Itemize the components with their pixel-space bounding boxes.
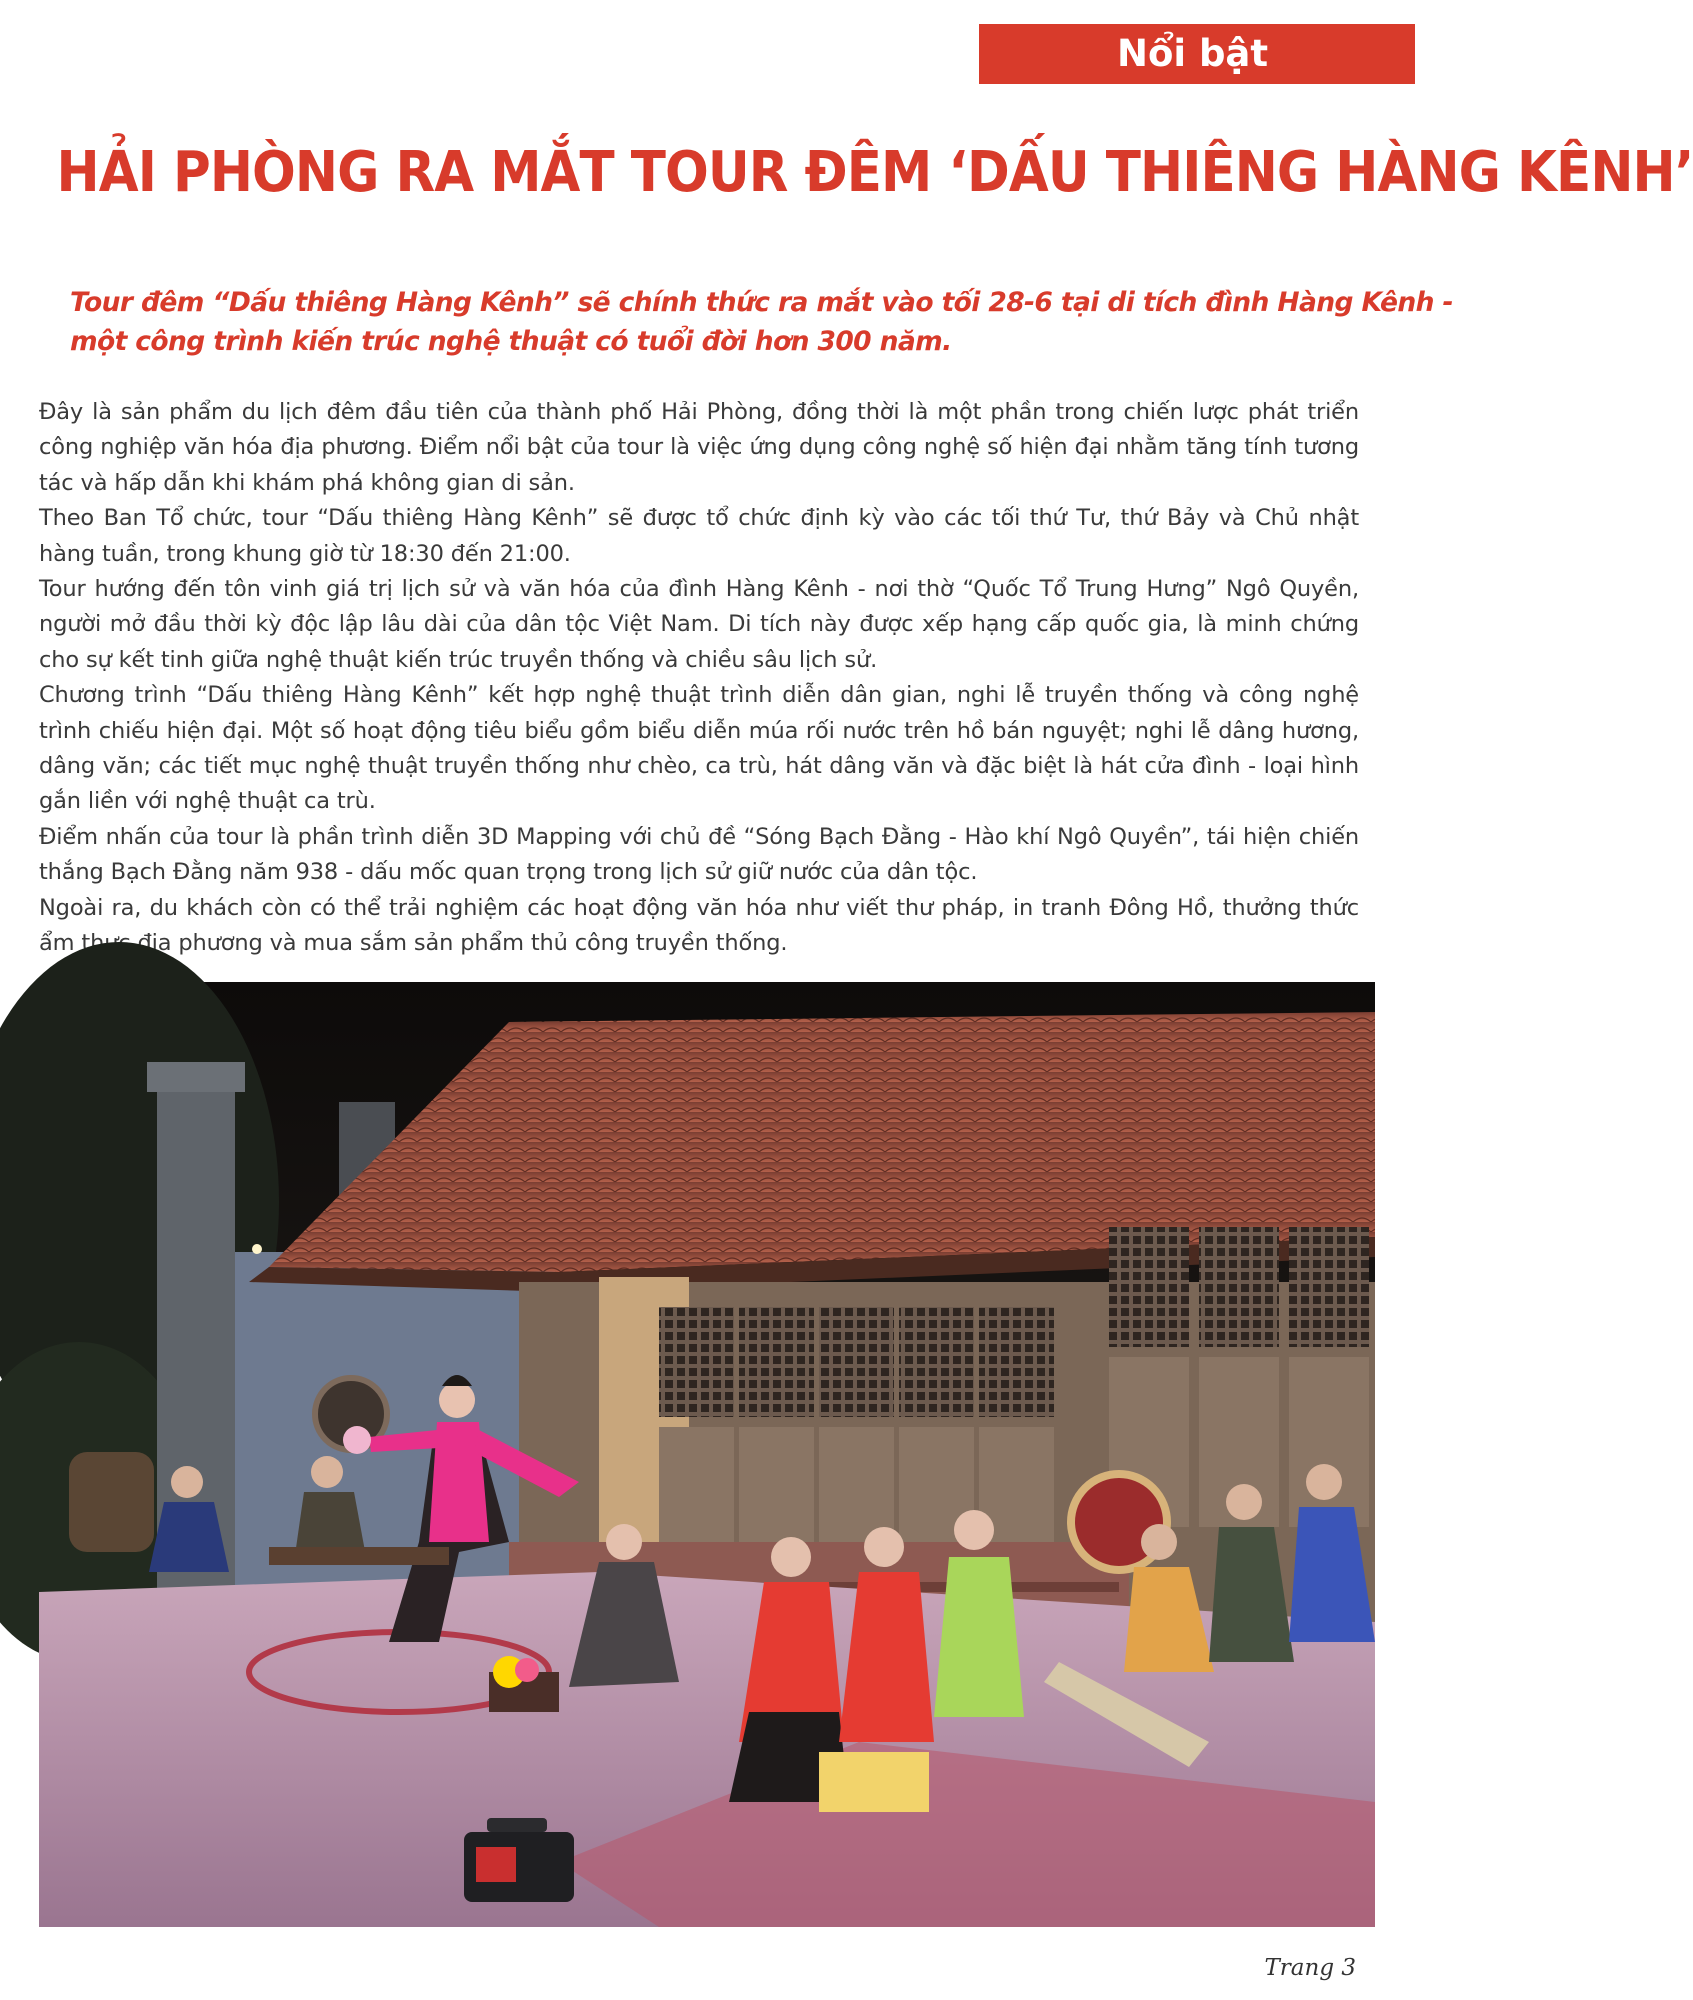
body-paragraph-2: Theo Ban Tổ chức, tour “Dấu thiêng Hàng Kênh” sẽ được tổ chức định kỳ vào các tối thứ Tư, thứ Bảy và Chủ nhật hàng tuần, trong khung giờ từ 18:30 đến 21:00. (39, 505, 1359, 567)
lead-line-2: một công trình kiến trúc nghệ thuật có tuổi đời hơn 300 năm. (70, 326, 952, 357)
article-headline: HẢI PHÒNG RA MẮT TOUR ĐÊM ‘DẤU THIÊNG HÀNG KÊNH’ (56, 140, 1693, 205)
page-number: Trang 3 (1264, 1955, 1356, 1981)
article-lead (70, 283, 1453, 361)
body-paragraph-3: Tour hướng đến tôn vinh giá trị lịch sử và văn hóa của đình Hàng Kênh - nơi thờ “Quốc Tổ Trung Hưng” Ngô Quyền, người mở đầu thời kỳ độc lập lâu dài của dân tộc Việt Nam. Di tích này được xếp hạng cấp quốc gia, là minh chứng cho sự kết tinh giữa nghệ thuật kiến trúc truyền thống và chiều sâu lịch sử. (39, 576, 1359, 673)
body-paragraph-5: Điểm nhấn của tour là phần trình diễn 3D Mapping với chủ đề “Sóng Bạch Đằng - Hào khí Ngô Quyền”, tái hiện chiến thắng Bạch Đằng năm 938 - dấu mốc quan trọng trong lịch sử giữ nước của dân tộc. (39, 823, 1359, 886)
lead-line-1: Tour đêm “Dấu thiêng Hàng Kênh” sẽ chính thức ra mắt vào tối 28-6 tại di tích đình Hàng Kênh - (70, 287, 1453, 318)
article-body (39, 395, 1359, 962)
body-paragraph-1: Đây là sản phẩm du lịch đêm đầu tiên của thành phố Hải Phòng, đồng thời là một phần trong chiến lược phát triển công nghiệp văn hóa địa phương. Điểm nổi bật của tour là việc ứng dụng công nghệ số hiện đại nhằm tăng tính tương tác và hấp dẫn khi khám phá không gian di sản. (39, 399, 1359, 496)
performance-scene-illustration (39, 982, 1375, 1927)
body-paragraph-6: Ngoài ra, du khách còn có thể trải nghiệm các hoạt động văn hóa như viết thư pháp, in tranh Đông Hồ, thưởng thức ẩm thực địa phương và mua sắm sản phẩm thủ công truyền thống. (39, 894, 1359, 957)
article-photo (39, 982, 1375, 1927)
section-tag: Nổi bật (979, 24, 1415, 84)
body-paragraph-4: Chương trình “Dấu thiêng Hàng Kênh” kết hợp nghệ thuật trình diễn dân gian, nghi lễ truyền thống và công nghệ trình chiếu hiện đại. Một số hoạt động tiêu biểu gồm biểu diễn múa rối nước trên hồ bán nguyệt; nghi lễ dâng hương, dâng văn; các tiết mục nghệ thuật truyền thống như chèo, ca trù, hát dâng văn và đặc biệt là hát cửa đình - loại hình gắn liền với nghệ thuật ca trù. (39, 682, 1359, 815)
